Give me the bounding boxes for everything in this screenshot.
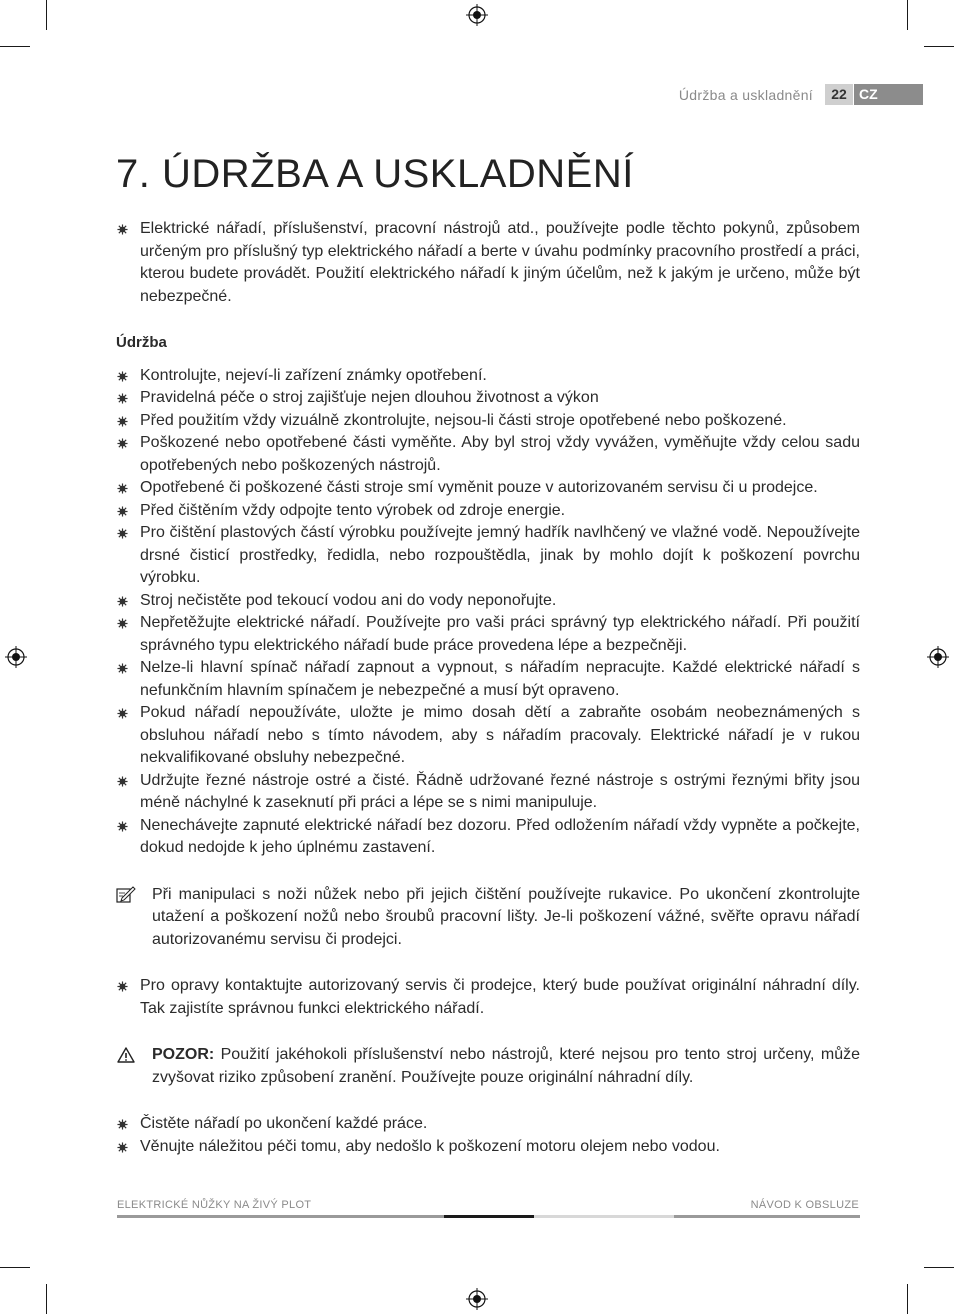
maintenance-item	[116, 477, 860, 500]
bullet-icon	[117, 981, 128, 992]
warning-label: POZOR:	[152, 1046, 215, 1063]
crop-mark	[0, 46, 30, 47]
list-item-text: Poškozené nebo opotřebené části vyměňte. Aby byl stroj vždy vyvážen, vyměňujte vždy celou sadu opotřebených nebo poškozených nástrojů.	[140, 434, 860, 474]
bullet-icon	[117, 663, 128, 674]
maintenance-item	[116, 432, 860, 477]
closing-item	[116, 1136, 860, 1159]
crop-mark	[924, 46, 954, 47]
list-item-text: Pro čištění plastových částí výrobku používejte jemný hadřík navlhčený ve vlažné vodě. Nepoužívejte drsné čisticí prostředky, ředidla, nebo rozpouštědla, jinak by mohlo dojít k poškození povrchu výrobku.	[140, 524, 860, 586]
list-item-text: Před použitím vždy vizuálně zkontrolujte, nejsou-li části stroje opotřebené nebo poškozené.	[140, 411, 787, 429]
list-item-text: Nelze-li hlavní spínač nářadí zapnout a vypnout, s nářadím nepracujte. Každé elektrické nářadí s nefunkčním hlavním spínačem je nebezpečné a musí být opraveno.	[140, 659, 860, 699]
bullet-icon	[117, 618, 128, 629]
list-item-text: Nepřetěžujte elektrické nářadí. Používejte pro vaši práci správný typ elektrického nářadí. Při použití správného typu elektrického nářadí bude práce provedena lépe a bezpečněji.	[140, 614, 860, 654]
crop-mark	[46, 1284, 47, 1314]
bullet-icon	[117, 708, 128, 719]
intro-list	[116, 218, 860, 308]
bullet-icon	[117, 506, 128, 517]
crop-mark	[907, 0, 908, 30]
maintenance-list	[116, 365, 860, 860]
bullet-icon	[117, 776, 128, 787]
maintenance-heading: Údržba	[116, 334, 167, 351]
footer-bar-gray	[674, 1215, 860, 1218]
warning-block	[116, 1044, 860, 1089]
list-item-text: Stroj nečistěte pod tekoucí vodou ani do vody neponořujte.	[140, 591, 557, 609]
list-item-text: Kontrolujte, nejeví-li zařízení známky opotřebení.	[140, 366, 487, 384]
list-item-text: Udržujte řezné nástroje ostré a čisté. Řádně udržované řezné nástroje s ostrými řeznými břity jsou méně náchylné k zaseknutí při práci a lépe se s nimi manipuluje.	[140, 771, 860, 811]
warning-triangle-icon	[117, 1047, 135, 1063]
maintenance-item	[116, 387, 860, 410]
list-item-text: Čistěte nářadí po ukončení každé práce.	[140, 1115, 428, 1132]
bullet-icon	[117, 371, 128, 382]
page-title: 7. ÚDRŽBA A USKLADNĚNÍ	[116, 152, 634, 196]
closing-item	[116, 1113, 860, 1136]
maintenance-item	[116, 702, 860, 770]
closing-list	[116, 1113, 860, 1158]
bullet-icon	[117, 393, 128, 404]
intro-item	[116, 218, 860, 308]
bullet-icon	[117, 1142, 128, 1153]
page-number: 22	[825, 84, 853, 105]
maintenance-item	[116, 365, 860, 388]
maintenance-item	[116, 590, 860, 613]
main-content	[116, 218, 860, 1158]
list-item-text: Před čištěním vždy odpojte tento výrobek od zdroje energie.	[140, 501, 566, 519]
crop-mark	[0, 1267, 30, 1268]
crop-mark	[924, 1267, 954, 1268]
list-item-text: Pravidelná péče o stroj zajišťuje nejen dlouhou životnost a výkon	[140, 389, 599, 406]
maintenance-item	[116, 410, 860, 433]
crop-mark	[46, 0, 47, 30]
maintenance-item	[116, 612, 860, 657]
bullet-icon	[117, 416, 128, 427]
registration-mark-icon	[466, 1288, 488, 1310]
service-list	[116, 975, 860, 1020]
registration-mark-icon	[466, 4, 488, 26]
note-text: Při manipulaci s noži nůžek nebo při jejich čištění používejte rukavice. Po ukončení zkontrolujte utažení a poškození nožů nebo šroubů pracovní lišty. Je-li poškození vážné, svěřte opravu nářadí autorizovanému servisu či prodejci.	[152, 885, 860, 948]
bullet-icon	[117, 528, 128, 539]
bullet-icon	[117, 438, 128, 449]
language-badge: CZ	[854, 84, 923, 105]
list-item-text: Nenechávejte zapnuté elektrické nářadí bez dozoru. Před odložením nářadí vždy vypněte a počkejte, dokud nedojde k jeho úplnému zastavení.	[140, 816, 860, 856]
header-section-title: Údržba a uskladnění	[678, 87, 813, 103]
list-item-text: Pro opravy kontaktujte autorizovaný servis či prodejce, který bude používat originální náhradní díly. Tak zajistíte správnou funkci elektrického nářadí.	[140, 977, 860, 1017]
footer-bar-dark	[444, 1215, 534, 1218]
service-item	[116, 975, 860, 1020]
footer-product: ELEKTRICKÉ NŮŽKY NA ŽIVÝ PLOT	[117, 1199, 312, 1211]
list-item-text: Opotřebené či poškozené části stroje smí vyměnit pouze v autorizovaném servisu či u prodejce.	[140, 479, 818, 496]
warning-text: Použití jakéhokoli příslušenství nebo nástrojů, které nejsou pro tento stroj určeny, může zvyšovat riziko způsobení zranění. Používejte pouze originální náhradní díly.	[152, 1046, 860, 1086]
maintenance-item	[116, 657, 860, 702]
list-item-text: Věnujte náležitou péči tomu, aby nedošlo k poškození motoru olejem nebo vodou.	[140, 1137, 720, 1155]
list-item-text: Elektrické nářadí, příslušenství, pracovní nástrojů atd., používejte podle těchto pokynů, způsobem určeným pro příslušný typ elektrického nářadí a berte v úvahu podmínky pracovního prostředí a práci, kterou budete provádět. Použití elektrického nářadí k jiným účelům, než k jakým je určeno, může být nebezpečné.	[140, 220, 860, 305]
bullet-icon	[117, 596, 128, 607]
maintenance-item	[116, 522, 860, 590]
registration-mark-icon	[5, 646, 27, 668]
maintenance-item	[116, 500, 860, 523]
note-block	[116, 884, 860, 952]
bullet-icon	[117, 821, 128, 832]
maintenance-item	[116, 770, 860, 815]
footer-bar-light	[534, 1215, 674, 1218]
list-item-text: Pokud nářadí nepoužíváte, uložte je mimo dosah dětí a zabraňte osobám neobeznámených s obsluhou nářadí nebo s tímto návodem, aby s nářadím pracovaly. Elektrické nářadí je v rukou nekvalifikované obsluhy nebezpečné.	[140, 704, 860, 766]
footer-bar-gray	[117, 1215, 444, 1218]
footer-manual: NÁVOD K OBSLUZE	[750, 1199, 859, 1211]
bullet-icon	[117, 483, 128, 494]
bullet-icon	[117, 1119, 128, 1130]
registration-mark-icon	[927, 646, 949, 668]
note-pencil-icon	[116, 886, 136, 904]
maintenance-item	[116, 815, 860, 860]
bullet-icon	[117, 224, 128, 235]
crop-mark	[907, 1284, 908, 1314]
